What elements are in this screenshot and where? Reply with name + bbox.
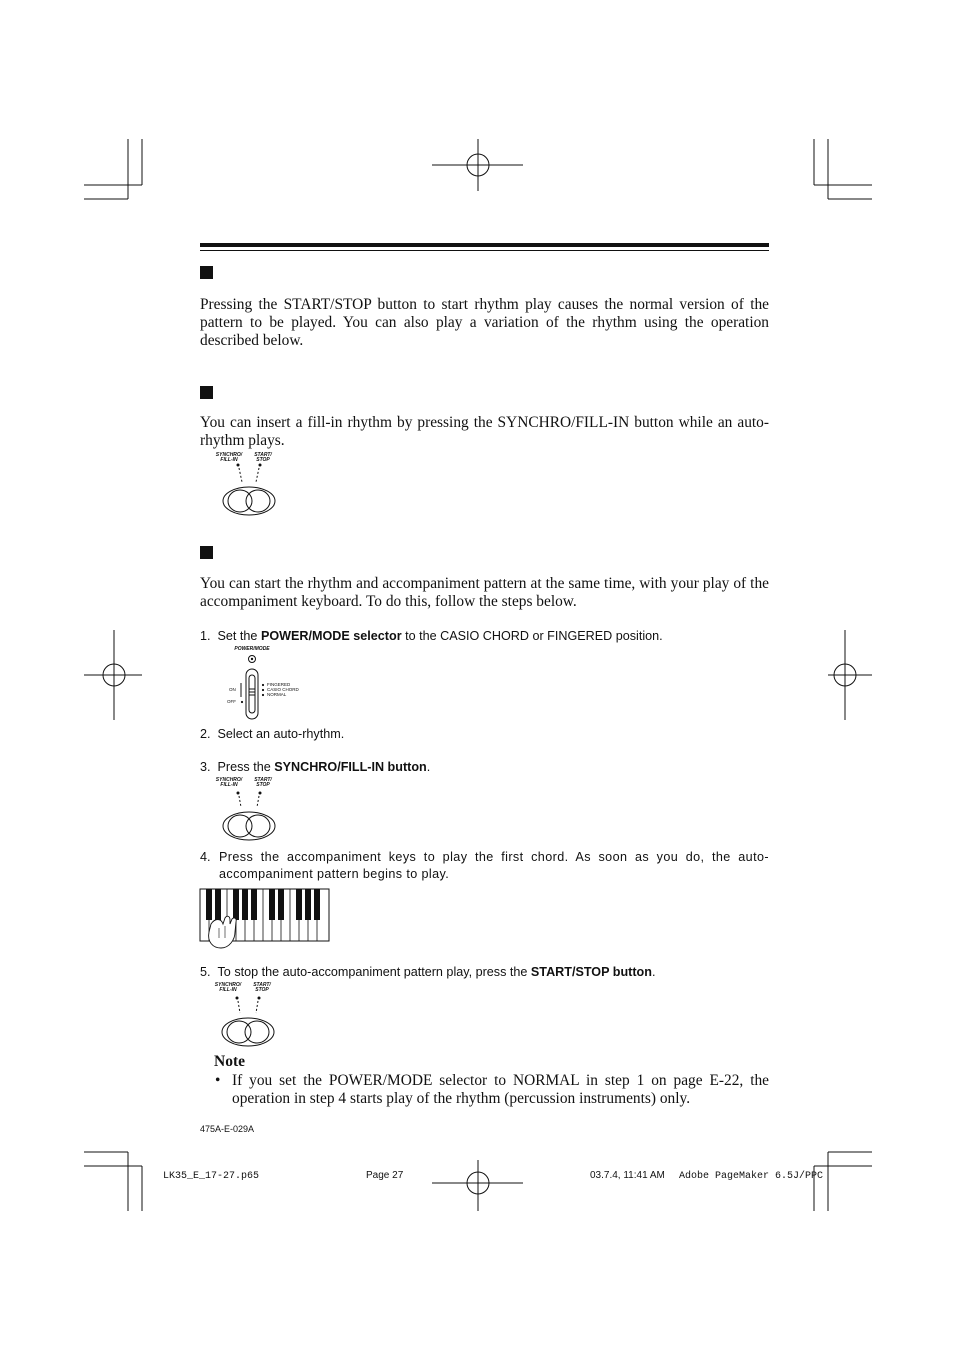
button-pair-icon (209, 983, 289, 1048)
header-rule-thin (200, 250, 769, 251)
section-marker (200, 546, 213, 559)
fingered-label: FINGERED (267, 682, 291, 687)
button-illustration (209, 983, 289, 1048)
on-label: ON (229, 687, 236, 692)
step-4: 4. Press the accompaniment keys to play the first chord. As soon as you do, the auto-accompaniment pattern begins to play. (200, 850, 769, 881)
step-1: 1. Set the POWER/MODE selector to the CASIO CHORD or FINGERED position. (200, 629, 663, 643)
synchro-label: SYNCHRO/ FILL-IN (214, 982, 242, 993)
footer-timestamp: 03.7.4, 11:41 AM (590, 1170, 665, 1181)
section1-paragraph: Pressing the START/STOP button to start rhythm play causes the normal version of the pattern to be played. You can also play a variation of the rhythm using the operation described below. (200, 296, 769, 349)
power-mode-illustration (225, 645, 325, 725)
note-heading: Note (214, 1053, 245, 1070)
button-illustration (210, 778, 290, 843)
button-pair-icon (210, 452, 290, 522)
section-marker (200, 386, 213, 399)
header-rule-thick (200, 243, 769, 247)
synchro-label: SYNCHRO/ FILL-IN (215, 777, 243, 788)
start-stop-label: START/ STOP (254, 452, 272, 463)
step-5: 5. To stop the auto-accompaniment pattern play, press the START/STOP button. (200, 965, 656, 979)
section3-paragraph: You can start the rhythm and accompaniment pattern at the same time, with your play of the accompaniment keyboard. To do this, follow the steps below. (200, 575, 769, 610)
power-mode-title: POWER/MODE (234, 646, 270, 652)
normal-label: NORMAL (267, 692, 287, 697)
footer-app: Adobe PageMaker 6.5J/PPC (679, 1171, 824, 1182)
start-stop-label: START/ STOP (254, 777, 272, 788)
note-bullet: • (215, 1072, 221, 1089)
off-label: OFF (227, 699, 236, 704)
step-3: 3. Press the SYNCHRO/FILL-IN button. (200, 760, 431, 774)
page-code: 475A-E-029A (200, 1124, 255, 1134)
keyboard-hand-illustration (199, 888, 331, 950)
section2-paragraph: You can insert a fill-in rhythm by pressing the SYNCHRO/FILL-IN button while an auto-rhythm plays. (200, 414, 769, 449)
start-stop-label: START/ STOP (253, 982, 271, 993)
section-marker (200, 266, 213, 279)
footer-file: LK35_E_17-27.p65 (163, 1171, 260, 1182)
button-illustration (210, 452, 290, 522)
note-text: If you set the POWER/MODE selector to NORMAL in step 1 on page E-22, the operation in step 4 starts play of the rhythm (percussion instruments) only. (232, 1072, 769, 1107)
button-pair-icon (210, 778, 290, 843)
casio-chord-label: CASIO CHORD (267, 687, 299, 692)
footer-page: Page 27 (366, 1170, 404, 1181)
step-2: 2. Select an auto-rhythm. (200, 727, 345, 741)
synchro-label: SYNCHRO/ FILL-IN (215, 452, 243, 463)
